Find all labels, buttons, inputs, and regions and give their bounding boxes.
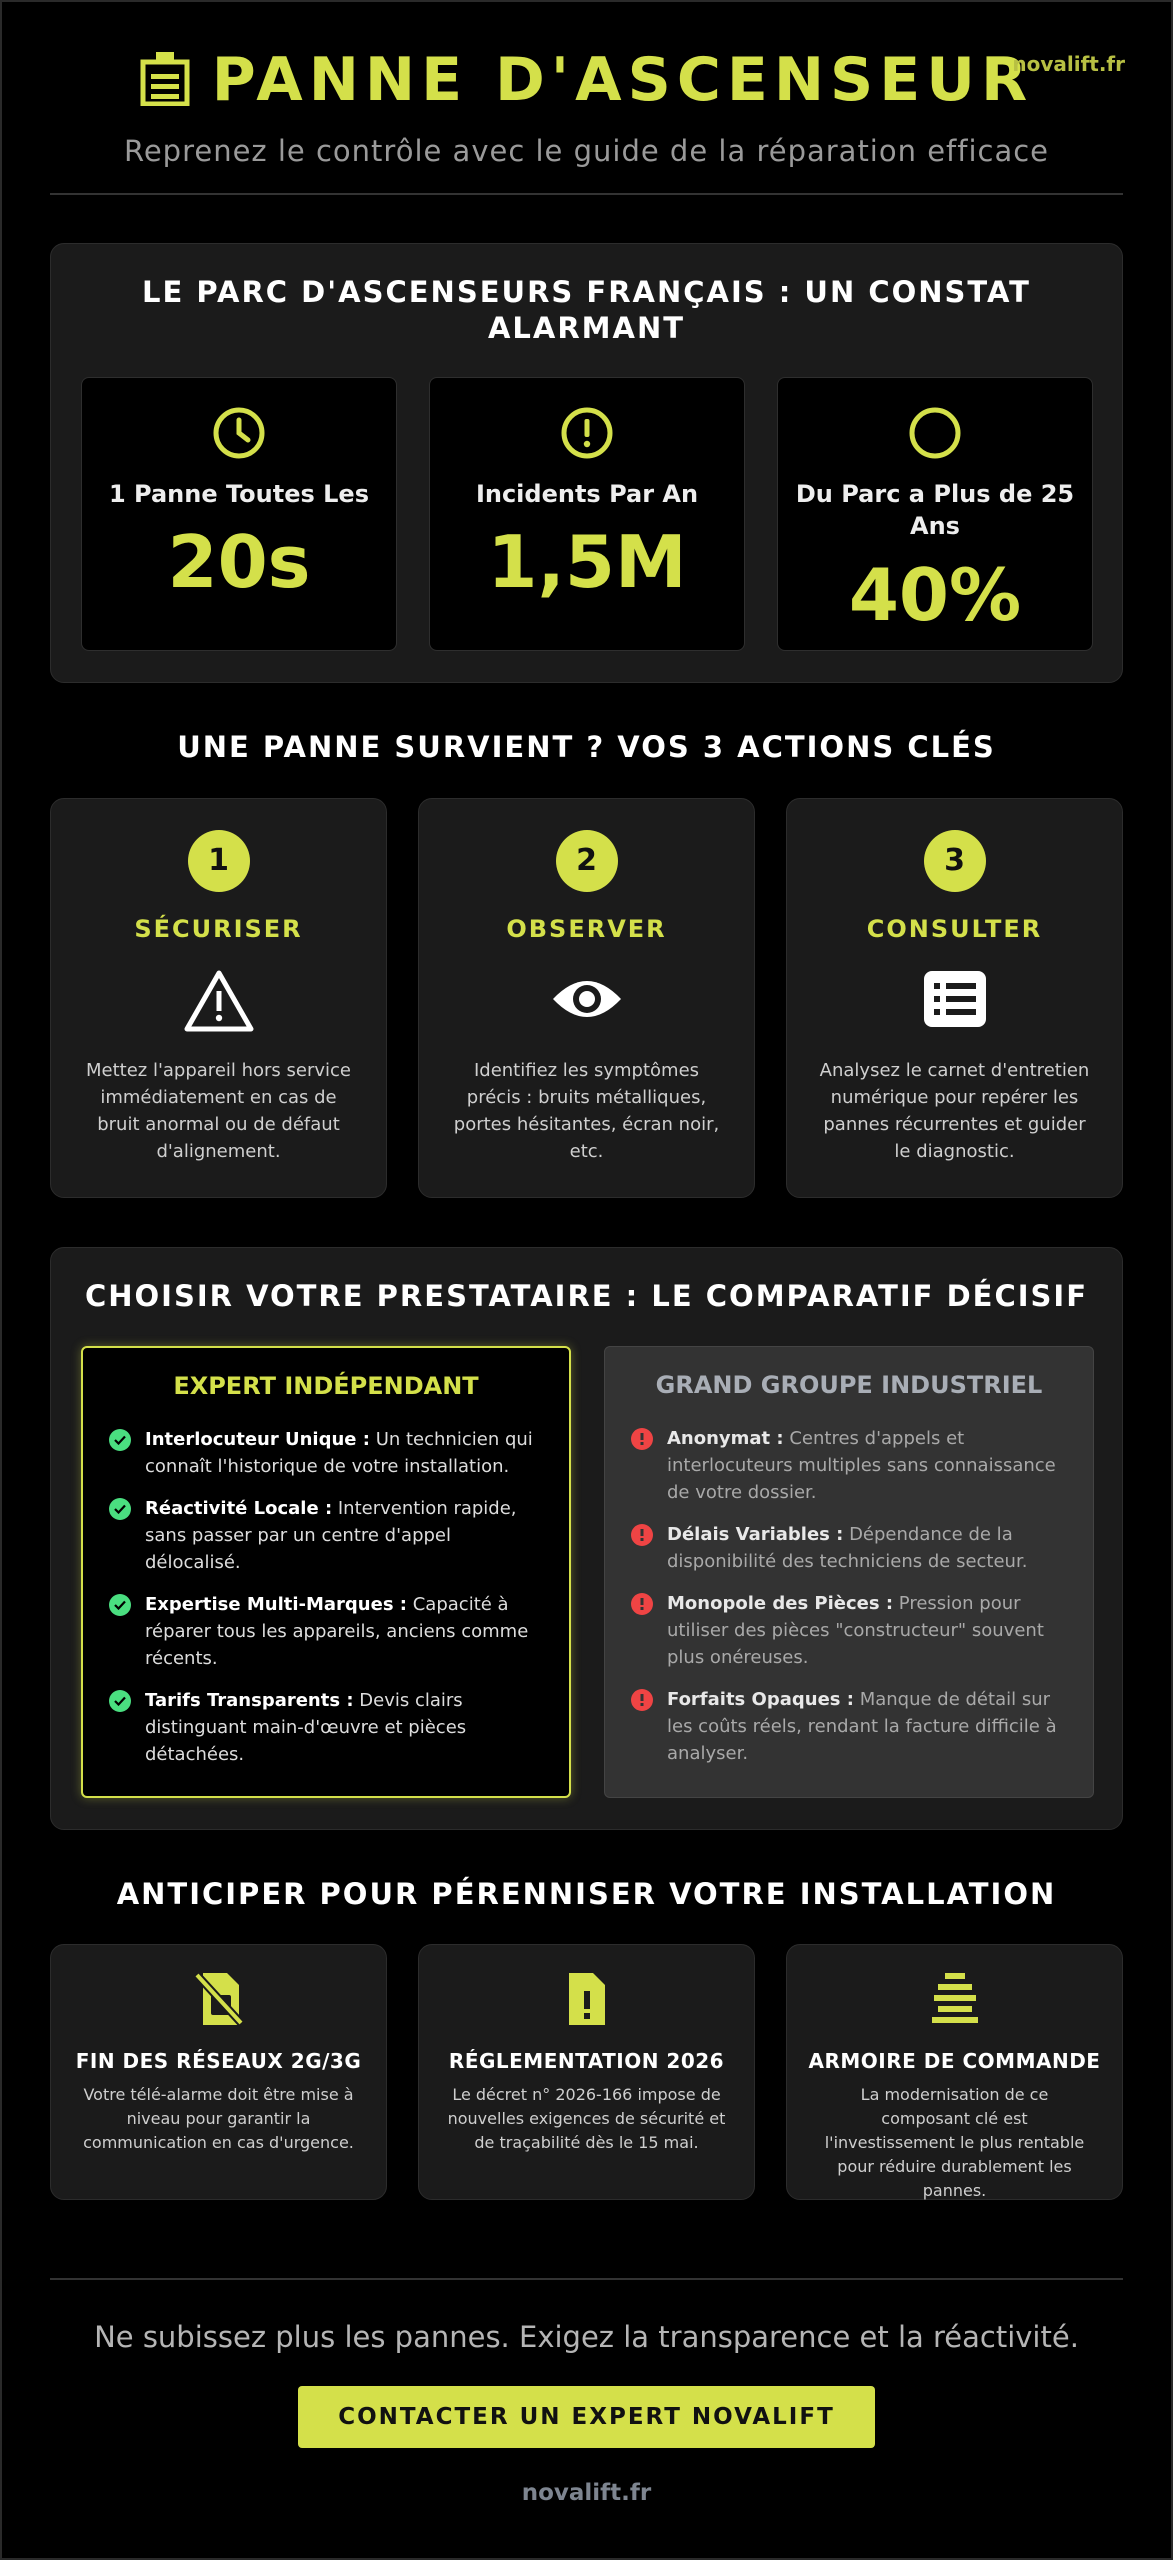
industrial-group-title: GRAND GROUPE INDUSTRIEL	[655, 1371, 1043, 1399]
footer-divider	[50, 2278, 1123, 2280]
check-icon	[109, 1690, 131, 1712]
item-strong: Réactivité Locale :	[145, 1498, 333, 1519]
eye-icon	[549, 969, 625, 1033]
stats-title: LE PARC D'ASCENSEURS FRANÇAIS : UN CONSTAT ALARMANT	[142, 275, 1031, 345]
item-text: Centres d'appels et interlocuteurs multiples sans connaissance de votre dossier.	[667, 1428, 1056, 1503]
item-strong: Délais Variables :	[667, 1524, 844, 1545]
list-item	[631, 1425, 1073, 1506]
step-number-badge: 2	[556, 830, 618, 892]
action-card-observer	[418, 798, 755, 1198]
footer-tagline: Ne subissez plus les pannes. Exigez la transparence et la réactivité.	[94, 2320, 1079, 2354]
alert-circle-icon	[560, 406, 614, 464]
elevator-icon	[140, 50, 190, 110]
stat-label: Incidents Par An	[475, 480, 699, 508]
circle-icon	[908, 406, 962, 464]
step-number-badge: 1	[188, 830, 250, 892]
warning-triangle-icon	[183, 969, 255, 1037]
item-text: Pression pour utiliser des pièces "constructeur" souvent plus onéreuses.	[667, 1593, 1044, 1668]
action-title: OBSERVER	[506, 915, 667, 943]
action-card-consulter	[786, 798, 1123, 1198]
check-icon	[109, 1498, 131, 1520]
anticipate-card-reglementation	[418, 1944, 755, 2200]
item-text: Manque de détail sur les coûts réels, rendant la facture difficile à analyser.	[667, 1689, 1057, 1764]
anticipate-title: ANTICIPER POUR PÉRENNISER VOTRE INSTALLATION	[116, 1877, 1057, 1911]
independent-expert-box	[81, 1346, 571, 1798]
item-strong: Monopole des Pièces :	[667, 1593, 894, 1614]
action-card-securiser	[50, 798, 387, 1198]
item-strong: Interlocuteur Unique :	[145, 1429, 370, 1450]
compare-panel	[50, 1247, 1123, 1830]
stats-panel	[50, 243, 1123, 683]
clock-icon	[212, 406, 266, 464]
item-strong: Tarifs Transparents :	[145, 1690, 354, 1711]
action-title: SÉCURISER	[134, 915, 303, 943]
brand-tag[interactable]: novalift.fr	[1012, 52, 1125, 76]
item-text: Intervention rapide, sans passer par un centre d'appel délocalisé.	[145, 1498, 517, 1573]
action-description: Mettez l'appareil hors service immédiatement en cas de bruit anormal ou de défaut d'alignement.	[85, 1060, 352, 1162]
list-item	[109, 1426, 549, 1480]
list-icon	[922, 969, 988, 1033]
item-strong: Anonymat :	[667, 1428, 784, 1449]
item-text: Un technicien qui connaît l'historique de votre installation.	[145, 1429, 533, 1477]
anticipate-card-title: FIN DES RÉSEAUX 2G/3G	[75, 2049, 362, 2073]
item-strong: Forfaits Opaques :	[667, 1689, 854, 1710]
stat-value: 20s	[167, 520, 311, 604]
anticipate-card-title: RÉGLEMENTATION 2026	[448, 2049, 725, 2073]
action-description: Identifiez les symptômes précis : bruits métalliques, portes hésitantes, écran noir, etc.	[453, 1060, 720, 1162]
action-description: Analysez le carnet d'entretien numérique pour repérer les pannes récurrentes et guider le diagnostic.	[819, 1060, 1090, 1162]
contact-expert-button[interactable]: CONTACTER UN EXPERT NOVALIFT	[298, 2386, 875, 2448]
list-item	[109, 1495, 549, 1576]
item-text: Devis clairs distinguant main-d'œuvre et pièces détachées.	[145, 1690, 467, 1765]
alert-icon	[631, 1689, 653, 1711]
compare-title: CHOISIR VOTRE PRESTATAIRE : LE COMPARATIF DÉCISIF	[84, 1279, 1089, 1313]
step-number-badge: 3	[924, 830, 986, 892]
list-item	[631, 1686, 1073, 1767]
header-divider	[50, 193, 1123, 195]
footer-brand-link[interactable]: novalift.fr	[521, 2480, 652, 2506]
anticipate-card-title: ARMOIRE DE COMMANDE	[808, 2049, 1101, 2073]
list-item	[631, 1521, 1073, 1575]
page-subtitle: Reprenez le contrôle avec le guide de la réparation efficace	[123, 134, 1050, 168]
anticipate-card-reseaux	[50, 1944, 387, 2200]
document-alert-icon	[565, 1971, 609, 2031]
stat-value: 40%	[848, 553, 1022, 637]
list-item	[109, 1687, 549, 1768]
header	[0, 40, 1173, 168]
industrial-group-box	[604, 1346, 1094, 1798]
stat-card-parc	[777, 377, 1093, 651]
page-title: PANNE D'ASCENSEUR	[211, 45, 1034, 115]
list-item	[631, 1590, 1073, 1671]
anticipate-card-description: Le décret n° 2026-166 impose de nouvelles exigences de sécurité et de traçabilité dès le 15 mai.	[447, 2085, 726, 2152]
action-title: CONSULTER	[866, 915, 1043, 943]
stat-label: 1 Panne Toutes Les	[108, 480, 369, 508]
item-text: Capacité à réparer tous les appareils, anciens comme récents.	[145, 1594, 529, 1669]
stat-label: Du Parc a Plus de 25 Ans	[795, 480, 1075, 540]
check-icon	[109, 1594, 131, 1616]
stat-card-panne	[81, 377, 397, 651]
server-stack-icon	[930, 1971, 980, 2029]
item-text: Dépendance de la disponibilité des techniciens de secteur.	[667, 1524, 1028, 1572]
anticipate-card-armoire	[786, 1944, 1123, 2200]
stat-value: 1,5M	[487, 520, 687, 604]
actions-title: UNE PANNE SURVIENT ? VOS 3 ACTIONS CLÉS	[177, 730, 996, 764]
no-sim-icon	[193, 1971, 245, 2031]
anticipate-card-description: La modernisation de ce composant clé est l'investissement le plus rentable pour réduire durablement les pannes.	[824, 2085, 1085, 2200]
check-icon	[109, 1429, 131, 1451]
stat-card-incidents	[429, 377, 745, 651]
alert-icon	[631, 1593, 653, 1615]
anticipate-card-description: Votre télé-alarme doit être mise à niveau pour garantir la communication en cas d'urgence.	[83, 2085, 354, 2152]
independent-expert-title: EXPERT INDÉPENDANT	[173, 1372, 479, 1400]
alert-icon	[631, 1524, 653, 1546]
item-strong: Expertise Multi-Marques :	[145, 1594, 408, 1615]
alert-icon	[631, 1428, 653, 1450]
list-item	[109, 1591, 549, 1672]
